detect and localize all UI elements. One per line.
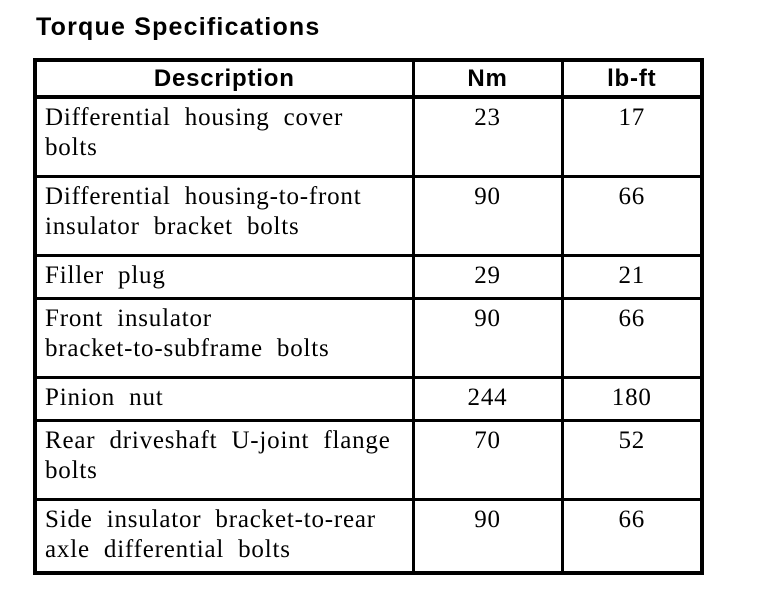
description-line: Front insulator bbox=[45, 305, 212, 332]
lbft-cell: 66 bbox=[562, 500, 702, 574]
description-line: insulator bracket bolts bbox=[45, 213, 300, 240]
lbft-cell: 17 bbox=[562, 97, 702, 177]
description-line: Differential housing-to-front bbox=[45, 183, 362, 210]
description-cell bbox=[35, 177, 413, 256]
lbft-cell: 180 bbox=[562, 378, 702, 421]
description-line: Side insulator bracket-to-rear bbox=[45, 506, 376, 533]
description-cell bbox=[35, 97, 413, 177]
lbft-cell: 66 bbox=[562, 299, 702, 378]
description-line: axle differential bolts bbox=[45, 536, 291, 563]
nm-cell: 29 bbox=[413, 256, 562, 299]
description-cell bbox=[35, 500, 413, 574]
table-row bbox=[35, 378, 702, 421]
description-line: Pinion nut bbox=[45, 384, 164, 411]
table-row bbox=[35, 421, 702, 500]
nm-cell: 23 bbox=[413, 97, 562, 177]
description-line: bolts bbox=[45, 134, 98, 161]
description-line: Differential housing cover bbox=[45, 104, 344, 131]
description-cell bbox=[35, 256, 413, 299]
description-line: Rear driveshaft U-joint flange bbox=[45, 427, 391, 454]
description-line: Filler plug bbox=[45, 262, 166, 289]
description-line: bolts bbox=[45, 457, 98, 484]
col-header-lbft: lb-ft bbox=[562, 60, 702, 97]
header-row bbox=[35, 60, 702, 97]
nm-cell: 90 bbox=[413, 177, 562, 256]
nm-cell: 70 bbox=[413, 421, 562, 500]
nm-cell: 90 bbox=[413, 500, 562, 574]
page-title: Torque Specifications bbox=[36, 13, 321, 41]
lbft-cell: 52 bbox=[562, 421, 702, 500]
table-row bbox=[35, 500, 702, 574]
nm-cell: 90 bbox=[413, 299, 562, 378]
table-row bbox=[35, 177, 702, 256]
torque-spec-table bbox=[33, 58, 704, 575]
description-cell bbox=[35, 421, 413, 500]
lbft-cell: 21 bbox=[562, 256, 702, 299]
table-row bbox=[35, 299, 702, 378]
table-row bbox=[35, 256, 702, 299]
description-cell bbox=[35, 378, 413, 421]
description-cell bbox=[35, 299, 413, 378]
lbft-cell: 66 bbox=[562, 177, 702, 256]
col-header-nm: Nm bbox=[413, 60, 562, 97]
nm-cell: 244 bbox=[413, 378, 562, 421]
col-header-description: Description bbox=[35, 60, 413, 97]
table-row bbox=[35, 97, 702, 177]
description-line: bracket-to-subframe bolts bbox=[45, 335, 330, 362]
